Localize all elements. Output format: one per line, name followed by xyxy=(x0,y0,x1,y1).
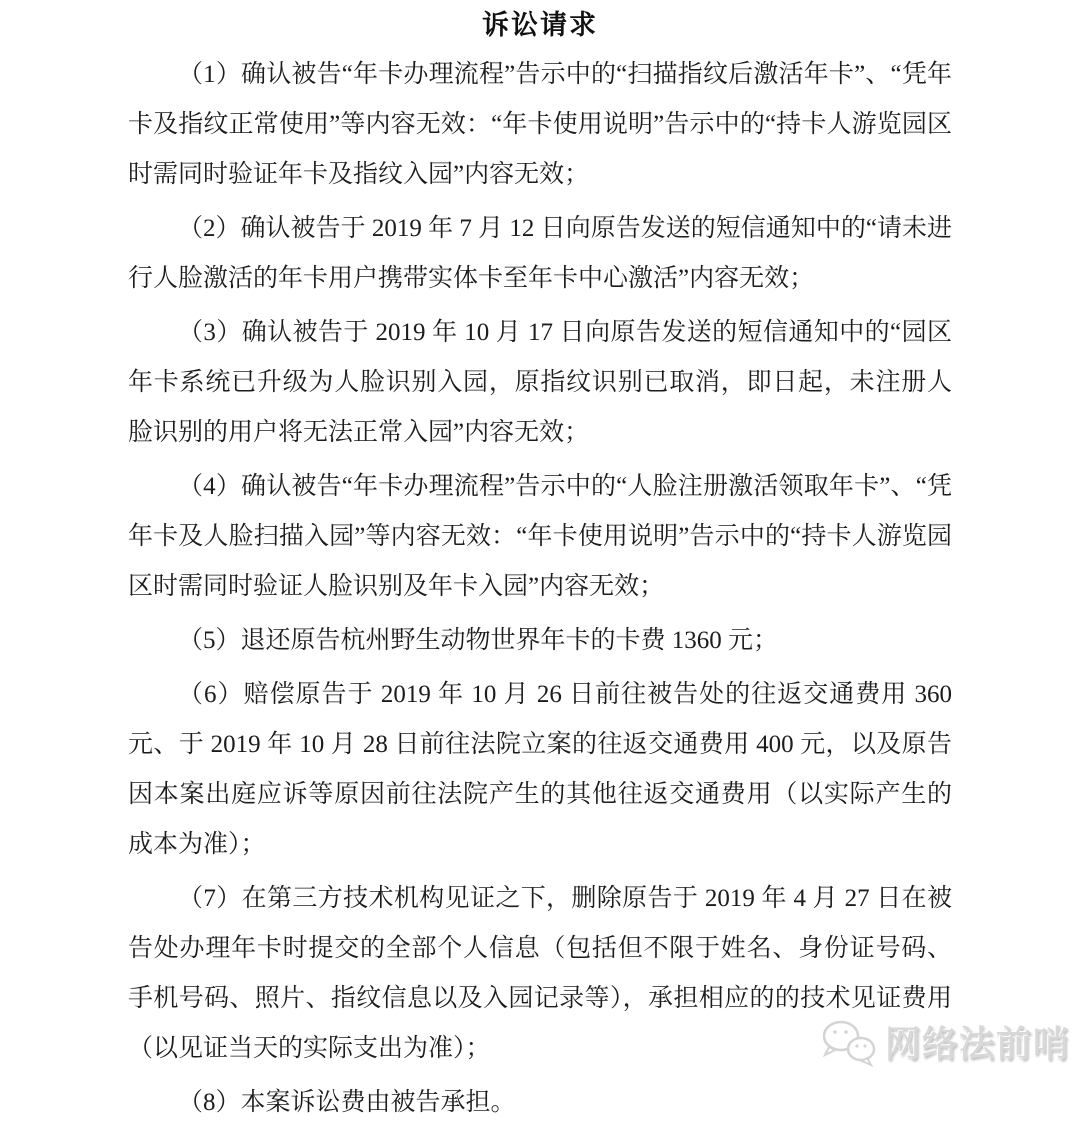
claim-paragraph-2: （2）确认被告于 2019 年 7 月 12 日向原告发送的短信通知中的“请未进行人脸激活的年卡用户携带实体卡至年卡中心激活”内容无效； xyxy=(128,215,952,292)
claim-paragraph-6: （6）赔偿原告于 2019 年 10 月 26 日前往被告处的往返交通费用 360 元、于 2019 年 10 月 28 日前往法院立案的往返交通费用 400 元，以及原告因本案出庭应诉等原因前往法院产生的其他往返交通费用（以实际产生的成本为准）； xyxy=(128,681,952,858)
watermark-text: 网络法前哨 xyxy=(884,1023,1070,1064)
claim-paragraph-3: （3）确认被告于 2019 年 10 月 17 日向原告发送的短信通知中的“园区年卡系统已升级为人脸识别入园，原指纹识别已取消，即日起，未注册人脸识别的用户将无法正常入园”内容无效； xyxy=(128,319,952,446)
claim-paragraph-1: （1）确认被告“年卡办理流程”告示中的“扫描指纹后激活年卡”、“凭年卡及指纹正常使用”等内容无效：“年卡使用说明”告示中的“持卡人游览园区时需同时验证年卡及指纹入园”内容无效； xyxy=(128,61,952,188)
claim-paragraph-8: （8）本案诉讼费由被告承担。 xyxy=(178,1089,516,1116)
claim-paragraph-7: （7）在第三方技术机构见证之下，删除原告于 2019 年 4 月 27 日在被告处办理年卡时提交的全部个人信息（包括但不限于姓名、身份证号码、手机号码、照片、指纹信息以及入园记录等），承担相应的的技术见证费用（以见证当天的实际支出为准）； xyxy=(128,885,952,1062)
claim-paragraph-4: （4）确认被告“年卡办理流程”告示中的“人脸注册激活领取年卡”、“凭年卡及人脸扫描入园”等内容无效：“年卡使用说明”告示中的“持卡人游览园区时需同时验证人脸识别及年卡入园”内容无效； xyxy=(128,473,952,600)
document-title: 诉讼请求 xyxy=(482,10,598,40)
claims-list xyxy=(128,50,952,1128)
claim-paragraph-5: （5）退还原告杭州野生动物世界年卡的卡费 1360 元； xyxy=(178,627,779,654)
